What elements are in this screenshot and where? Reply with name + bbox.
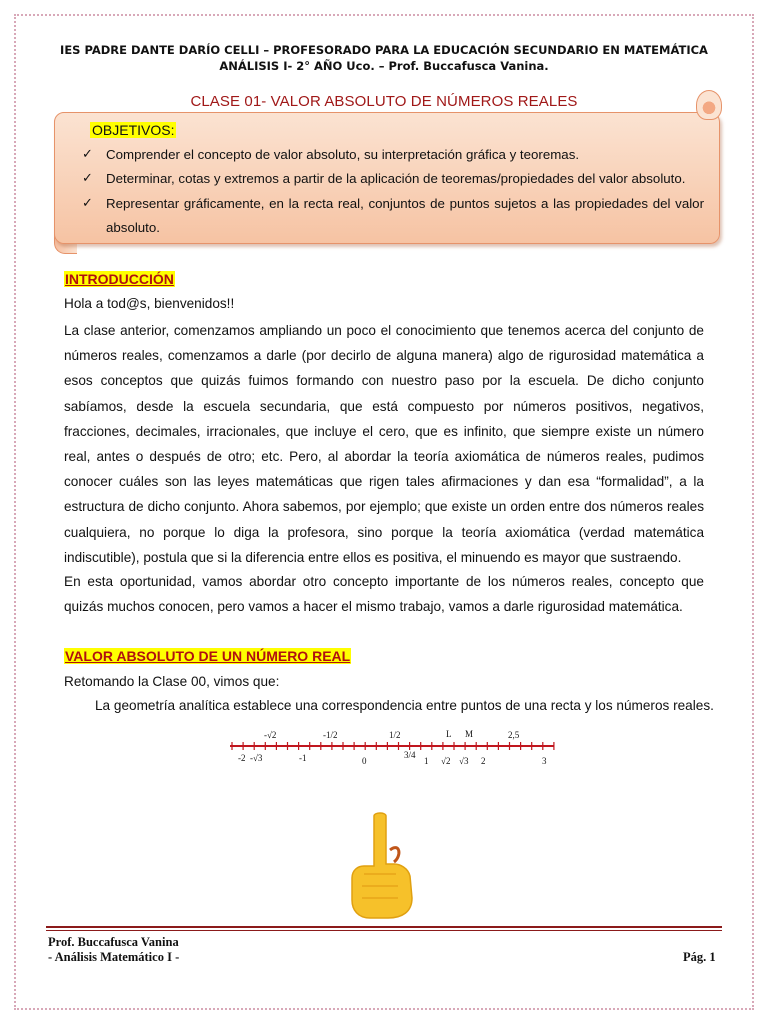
tick-label-top: M bbox=[465, 729, 474, 739]
tick-label-bottom: 1 bbox=[424, 756, 429, 766]
header-institution: IES PADRE DANTE DARÍO CELLI – PROFESORADO PARA LA EDUCACIÓN SECUNDARIO EN MATEMÁTICA bbox=[60, 43, 708, 57]
checkmark-icon: ✓ bbox=[82, 171, 93, 186]
objetivo-item: ✓ Representar gráficamente, en la recta real, conjuntos de puntos sujetos a las propiedades del valor absoluto. bbox=[82, 192, 704, 240]
header-course: ANÁLISIS I- 2° AÑO Uco. – Prof. Buccafusca Vanina. bbox=[219, 59, 549, 73]
greeting-text: Hola a tod@s, bienvenidos!! bbox=[64, 296, 235, 311]
footer-author: Prof. Buccafusca Vanina bbox=[48, 935, 179, 949]
retomando-text: Retomando la Clase 00, vimos que: bbox=[64, 674, 280, 689]
intro-paragraph-2: En esta oportunidad, vamos abordar otro concepto importante de los números reales, concepto que quizás muchos conocen, pero vamos a hacer el mismo trabajo, vamos a darle rigurosidad matemática. bbox=[64, 574, 704, 615]
tick-label-bottom: 2 bbox=[481, 756, 486, 766]
footer-rule bbox=[46, 926, 722, 928]
tick-label-bottom: 3/4 bbox=[404, 750, 416, 760]
tick-label-bottom: 0 bbox=[362, 756, 367, 766]
scroll-curl-right bbox=[696, 90, 722, 120]
tick-label-bottom: -1 bbox=[299, 753, 307, 763]
objetivo-item: ✓ Determinar, cotas y extremos a partir de la aplicación de teoremas/propiedades del valor absoluto. bbox=[82, 167, 704, 191]
tick-label-top: -1/2 bbox=[323, 730, 338, 740]
tick-label-top: 2,5 bbox=[508, 730, 520, 740]
footer-course: - Análisis Matemático I - bbox=[48, 950, 180, 964]
section-heading-introduccion: INTRODUCCIÓN bbox=[65, 271, 174, 287]
tick-label-bottom: -2 bbox=[238, 753, 246, 763]
tick-label-bottom: 3 bbox=[542, 756, 547, 766]
page-title: CLASE 01- VALOR ABSOLUTO DE NÚMEROS REALES bbox=[190, 93, 578, 110]
tick-label-bottom: √3 bbox=[459, 756, 469, 766]
tick-label-top: 1/2 bbox=[389, 730, 401, 740]
real-number-line bbox=[228, 726, 558, 770]
intro-paragraph-1: La clase anterior, comenzamos ampliando un poco el conocimiento que tenemos acerca del conjunto de números reales, comenzamos a darle (por decirlo de alguna manera) algo de rigurosidad matemática a esos conceptos que quizás fuimos formando con nuestro paso por la escuela. De dicho conjunto sabíamos, desde la escuela secundaria, que está compuesto por números positivos, negativos, fracciones, decimales, irracionales, que incluye el cero, que es infinito, que siempre existe un número real, antes o después de otro; etc. Pero, al abordar la teoría axiomática de números reales, pudimos conocer cuáles son las leyes matemáticas que rigen tales afirmaciones y dan esa “formalidad”, a la estructura de dicho conjunto. Ahora sabemos, por ejemplo; que existe un orden entre dos números reales cualquiera, no porque lo diga la profesora, sino porque la teoría axiomática (verdad matemática indiscutible), postula que si la diferencia entre ellos es positiva, el minuendo es mayor que sustraendo. bbox=[64, 323, 704, 565]
section-heading-valor-absoluto: VALOR ABSOLUTO DE UN NÚMERO REAL bbox=[65, 648, 351, 664]
tick-label-top: -√2 bbox=[264, 730, 277, 740]
footer-rule-thin bbox=[46, 930, 722, 931]
checkmark-icon: ✓ bbox=[82, 196, 93, 211]
objetivo-item: ✓ Comprender el concepto de valor absoluto, su interpretación gráfica y teoremas. bbox=[82, 143, 704, 167]
pointing-hand-icon bbox=[350, 812, 414, 920]
geometria-statement: La geometría analítica establece una correspondencia entre puntos de una recta y los números reales. bbox=[95, 698, 714, 713]
tick-label-bottom: √2 bbox=[441, 756, 451, 766]
tick-label-bottom: -√3 bbox=[250, 753, 263, 763]
tick-label-top: L bbox=[446, 729, 452, 739]
checkmark-icon: ✓ bbox=[82, 147, 93, 162]
footer-page-number: Pág. 1 bbox=[683, 950, 716, 964]
objetivos-label: OBJETIVOS: bbox=[92, 122, 175, 138]
